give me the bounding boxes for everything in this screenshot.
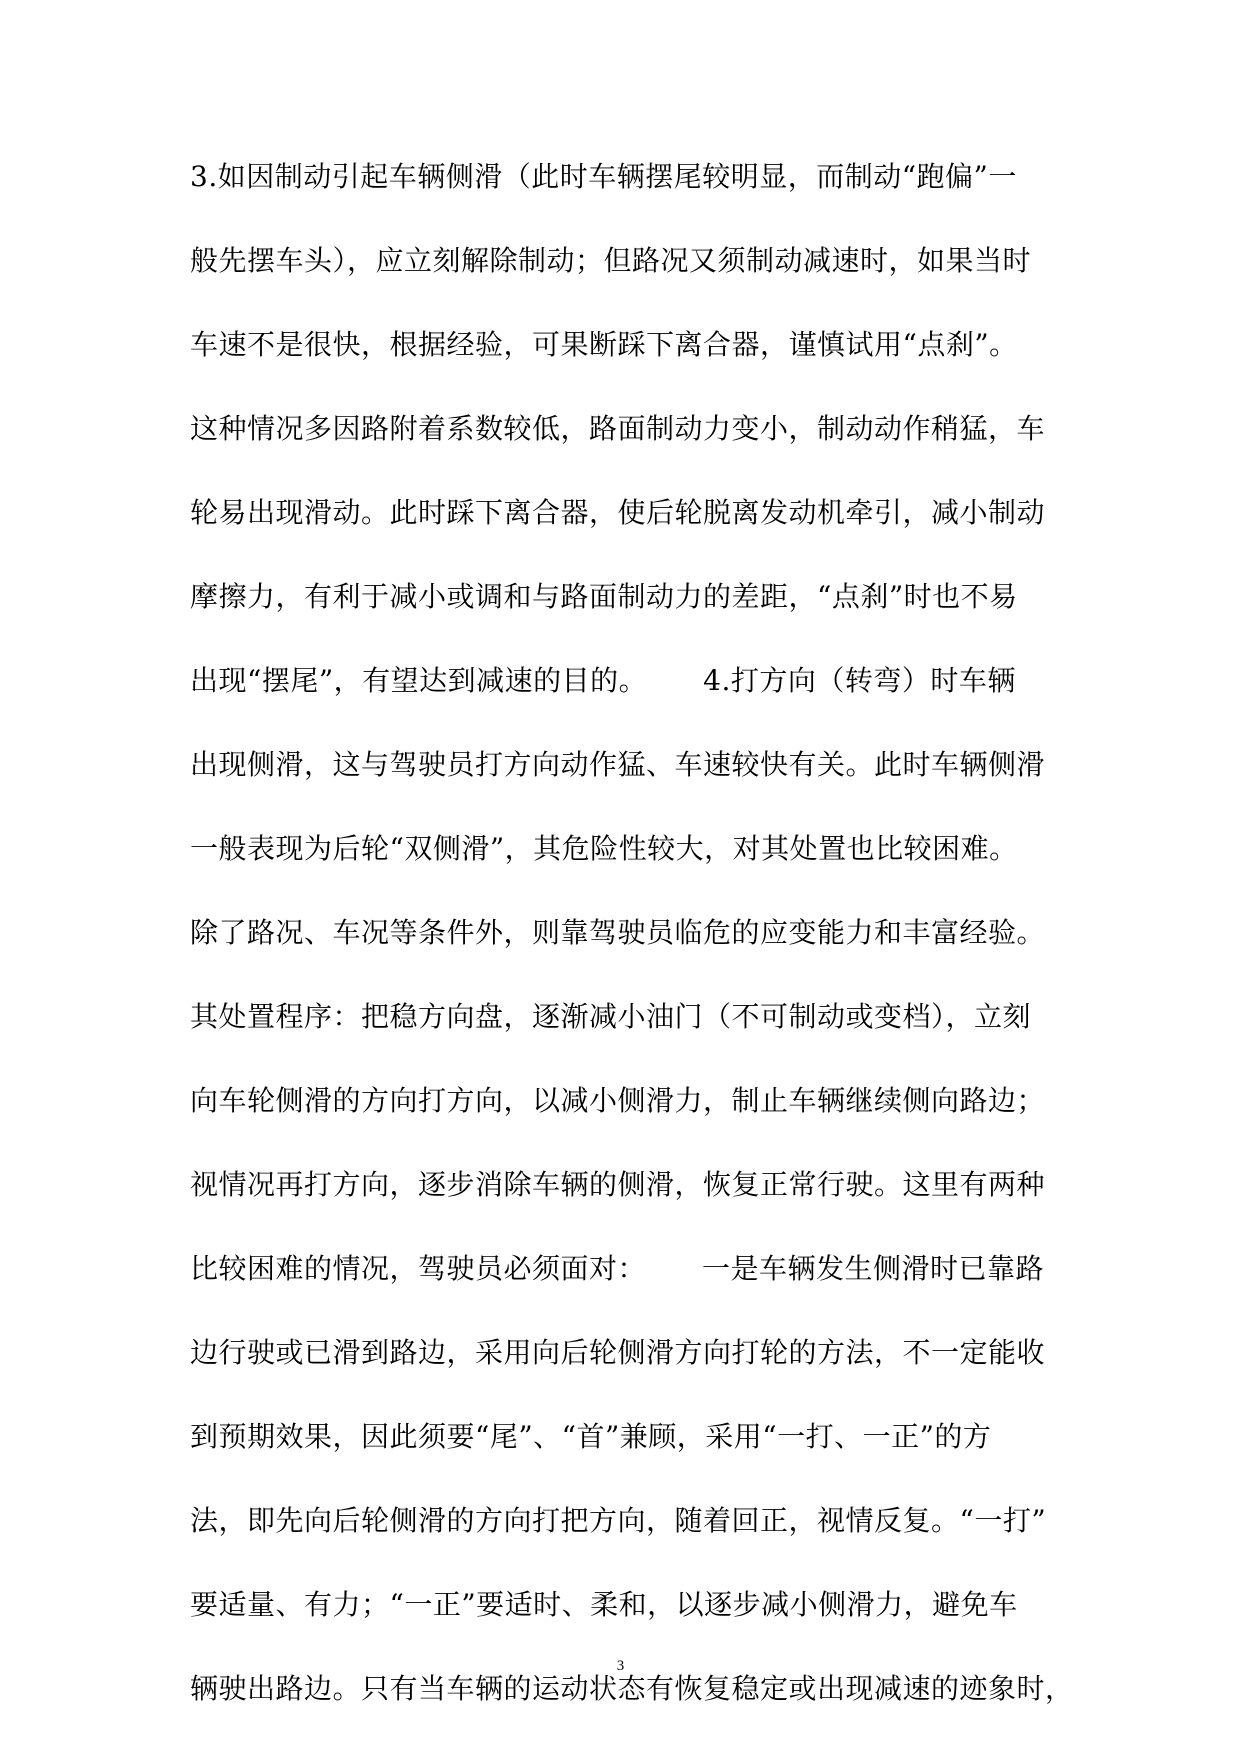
text-line: 向车轮侧滑的方向打方向，以减小侧滑力，制止车辆继续侧向路边； — [190, 1084, 1046, 1117]
text-line: 要适量、有力；“一正”要适时、柔和，以逐步减小侧滑力，避免车 — [190, 1588, 1018, 1621]
text-line: 轮易出现滑动。此时踩下离合器，使后轮脱离发动机牵引，减小制动 — [190, 496, 1046, 529]
text-line: 一般表现为后轮“双侧滑”，其危险性较大，对其处置也比较困难。 — [190, 832, 1018, 865]
text-line: 视情况再打方向，逐步消除车辆的侧滑，恢复正常行驶。这里有两种 — [190, 1168, 1046, 1201]
text-line — [190, 644, 1070, 728]
text-segment: 4.打方向（转弯）时车辆 — [703, 664, 1016, 697]
page-number: 3 — [616, 1658, 625, 1674]
text-line: 法，即先向后轮侧滑的方向打把方向，随着回正，视情反复。“一打” — [190, 1504, 1047, 1537]
text-line: 摩擦力，有利于减小或调和与路面制动力的差距，“点刹”时也不易 — [190, 580, 1018, 613]
text-line: 般先摆车头），应立刻解除制动；但路况又须制动减速时，如果当时 — [190, 244, 1032, 277]
text-line: 这种情况多因路附着系数较低，路面制动力变小，制动动作稍猛，车 — [190, 412, 1046, 445]
text-line: 辆驶出路边。只有当车辆的运动状态有恢复稳定或出现减速的迹象时， — [190, 1672, 1074, 1705]
text-line: 除了路况、车况等条件外，则靠驾驶员临危的应变能力和丰富经验。 — [190, 916, 1046, 949]
text-line: 车速不是很快，根据经验，可果断踩下离合器，谨慎试用“点刹”。 — [190, 328, 1018, 361]
text-line: 3.如因制动引起车辆侧滑（此时车辆摆尾较明显，而制动“跑偏”一 — [190, 160, 1017, 193]
text-line: 边行驶或已滑到路边，采用向后轮侧滑方向打轮的方法，不一定能收 — [190, 1336, 1046, 1369]
text-segment: 出现“摆尾”，有望达到减速的目的。 — [190, 664, 648, 697]
text-line: 其处置程序：把稳方向盘，逐渐减小油门（不可制动或变档），立刻 — [190, 1000, 1032, 1033]
text-line: 出现侧滑，这与驾驶员打方向动作猛、车速较快有关。此时车辆侧滑 — [190, 748, 1046, 781]
text-segment: 比较困难的情况，驾驶员必须面对： — [190, 1252, 647, 1285]
text-line: 到预期效果，因此须要“尾”、“首”兼顾，采用“一打、一正”的方 — [190, 1420, 992, 1453]
text-line — [190, 1232, 1070, 1316]
text-segment: 一是车辆发生侧滑时已靠路 — [702, 1252, 1045, 1285]
body-text — [190, 140, 1074, 1736]
